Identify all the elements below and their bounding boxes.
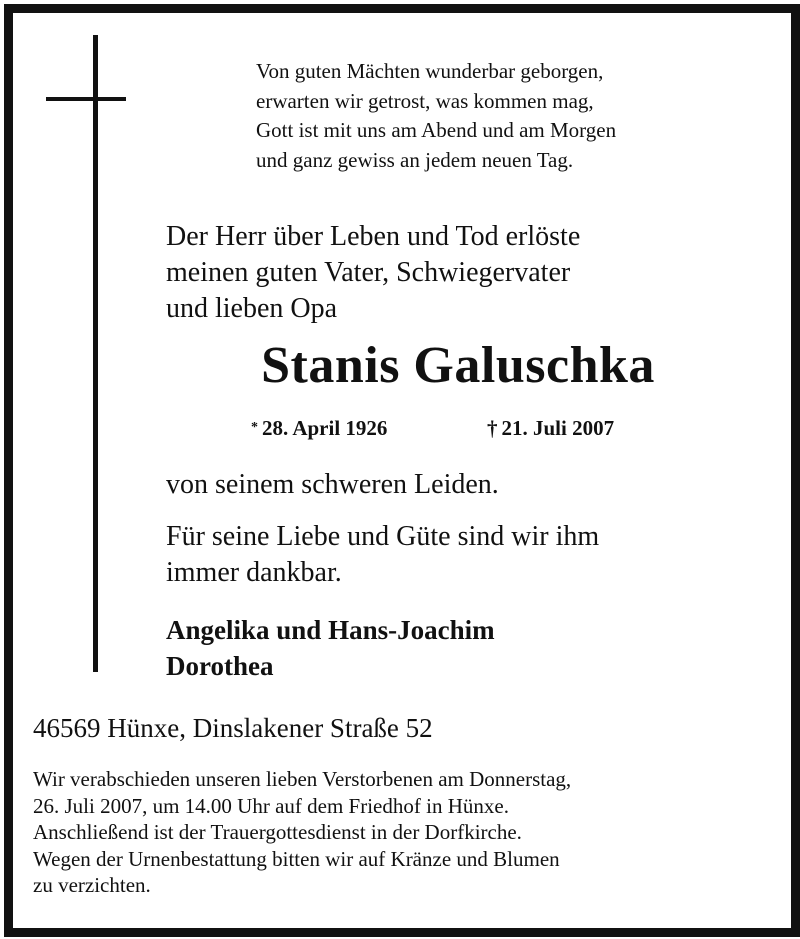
notice-line: Wir verabschieden unseren lieben Verstorbenen am Donnerstag, — [33, 767, 572, 791]
intro-text — [166, 219, 580, 327]
birth-date-text: 28. April 1926 — [262, 416, 388, 440]
birth-date — [251, 415, 387, 441]
deceased-name: Stanis Galuschka — [261, 337, 655, 394]
thanks-line: immer dankbar. — [166, 557, 342, 588]
notice-line: 26. Juli 2007, um 14.00 Uhr auf dem Friedhof in Hünxe. — [33, 793, 509, 818]
thanks-line: Für seine Liebe und Güte sind wir ihm — [166, 521, 600, 552]
notice-line: Wegen der Urnenbestattung bitten wir auf Kränze und Blumen — [33, 846, 560, 871]
suffering-text: von seinem schweren Leiden. — [166, 469, 499, 500]
death-date-text: 21. Juli 2007 — [501, 416, 615, 440]
poem-line: Von guten Mächten wunderbar geborgen, — [256, 59, 604, 83]
notice-line: Anschließend ist der Trauergottesdienst in der Dorfkirche. — [33, 820, 522, 844]
poem-line: Gott ist mit uns am Abend und am Morgen — [256, 118, 617, 142]
intro-line: meinen guten Vater, Schwiegervater — [166, 257, 571, 288]
poem-verse — [256, 57, 616, 175]
signatory-line: Dorothea — [166, 651, 274, 681]
thanks-text — [166, 519, 599, 591]
signatories — [166, 612, 495, 684]
signatory-line: Angelika und Hans-Joachim — [166, 615, 495, 645]
notice-line: zu verzichten. — [33, 873, 151, 897]
poem-line: erwarten wir getrost, was kommen mag, — [256, 88, 594, 113]
poem-line: und ganz gewiss an jedem neuen Tag. — [256, 147, 574, 172]
funeral-notice — [33, 766, 571, 899]
intro-line: Der Herr über Leben und Tod erlöste — [166, 221, 581, 252]
obituary-notice — [4, 4, 800, 937]
death-cross-icon: † — [487, 416, 498, 440]
intro-line: und lieben Opa — [166, 293, 338, 324]
cross-icon-bar — [46, 97, 126, 101]
birth-star-icon: * — [251, 420, 258, 435]
address: 46569 Hünxe, Dinslakener Straße 52 — [33, 713, 433, 743]
death-date — [487, 415, 614, 441]
